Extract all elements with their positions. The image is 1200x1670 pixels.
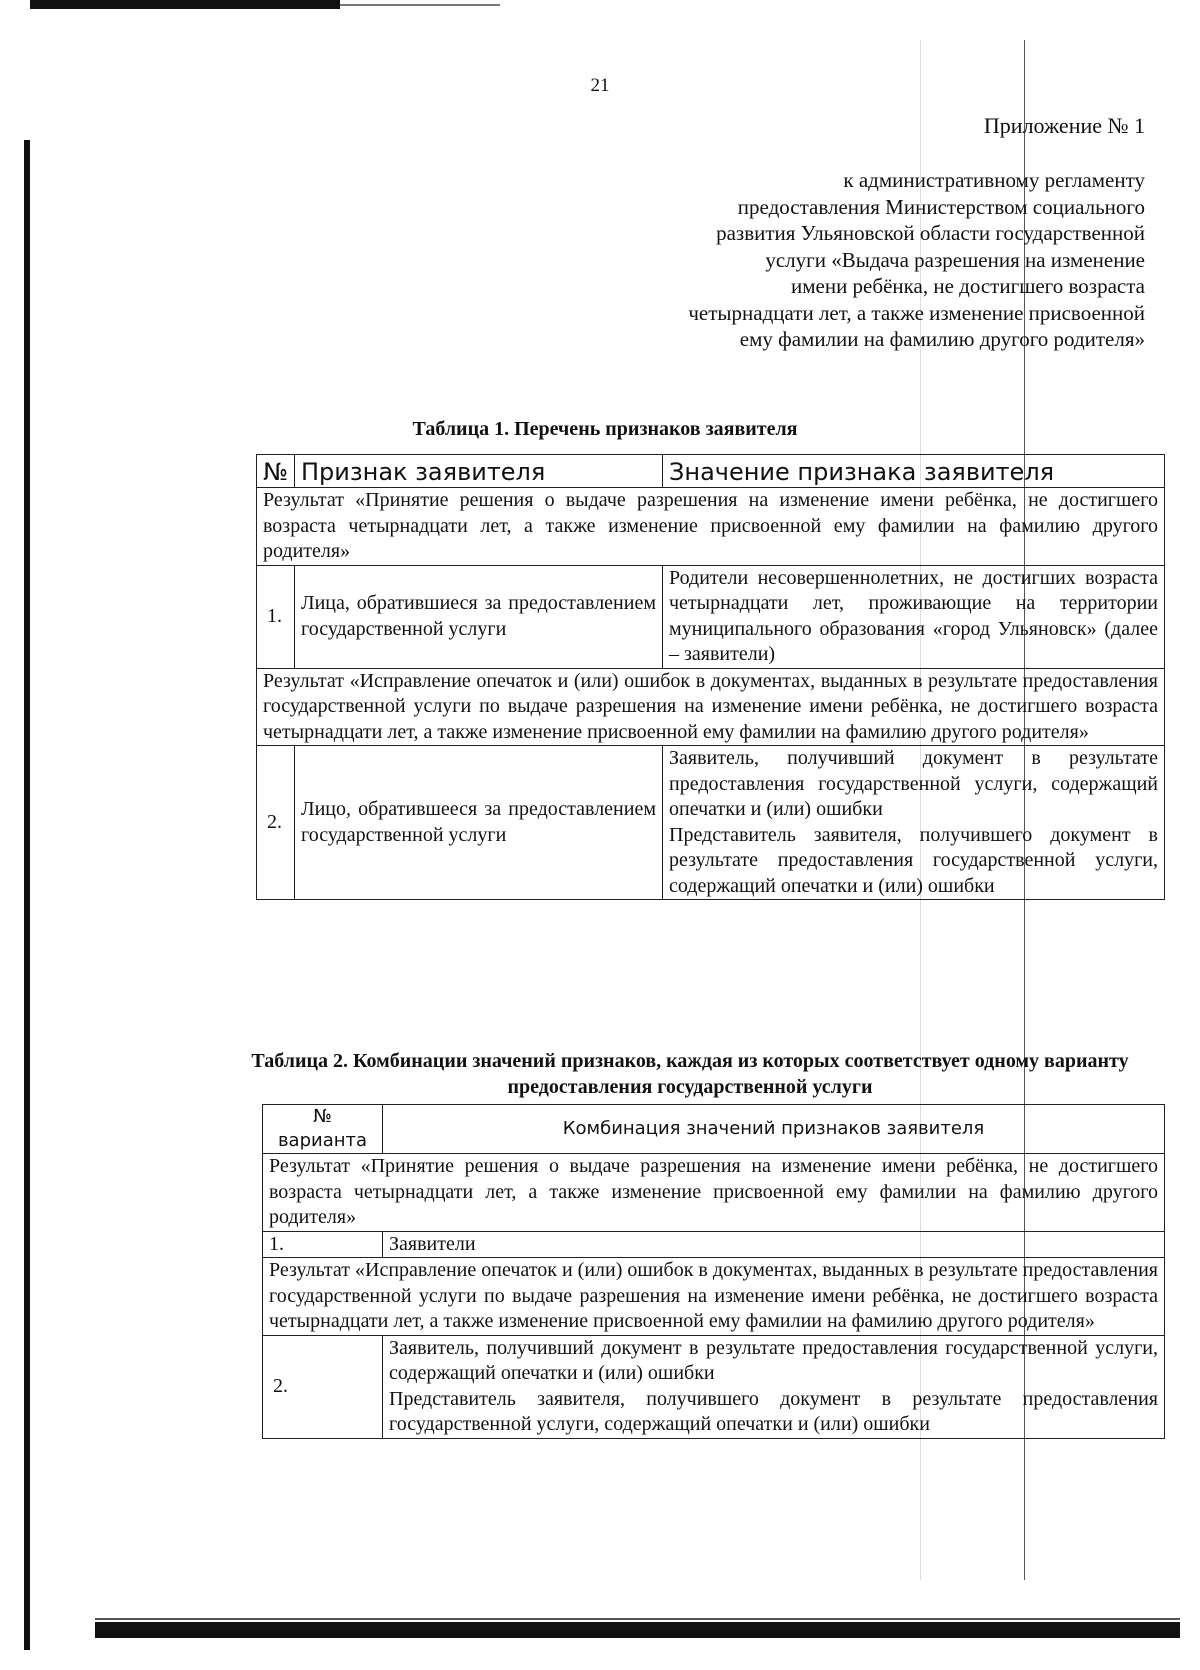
row-sign-value: Представитель заявителя, получившего документ в результате предоставления государственной услуги, содержащий опечатки и (или) ошибки — [669, 823, 1158, 897]
annex-line: имени ребёнка, не достигшего возраста — [790, 274, 1145, 298]
table-row — [257, 565, 1165, 668]
annex-line: услуги «Выдача разрешения на изменение — [765, 247, 1145, 272]
result-text: Результат «Исправление опечаток и (или) ошибок в документах, выданных в результате предоставления государственной услуги по выдаче разрешения на изменение имени ребёнка, не достигшего возраста четырнадцати лет, а также изменение присвоенной ему фамилии на фамилию другого родителя» — [263, 1258, 1165, 1336]
table-row — [257, 746, 1165, 900]
row-number: 2. — [257, 746, 295, 900]
table-header-row — [263, 1105, 1165, 1154]
table2-caption: Таблица 2. Комбинации значений признаков, каждая из которых соответствует одному варианту предоставления государственной услуги — [251, 1050, 1129, 1098]
row-number: 2. — [263, 1335, 383, 1438]
row-sign: Лица, обратившиеся за предоставлением государственной услуги — [295, 565, 663, 668]
scan-edge-top — [30, 0, 340, 9]
row-sign: Лицо, обратившееся за предоставлением государственной услуги — [295, 746, 663, 900]
table-result-row — [257, 488, 1165, 566]
header-combination: Комбинация значений признаков заявителя — [383, 1105, 1165, 1154]
row-combination-cell — [383, 1335, 1165, 1438]
annex-line: ему фамилии на фамилию другого родителя» — [739, 327, 1145, 351]
row-combination: Заявители — [383, 1231, 1165, 1258]
table-result-row — [263, 1154, 1165, 1232]
row-combination: Заявитель, получивший документ в результате предоставления государственной услуги, содержащий опечатки и (или) ошибки — [389, 1336, 1158, 1384]
table-variant-combinations — [262, 1104, 1165, 1439]
scan-edge-bottom-thin — [95, 1618, 1180, 1620]
header-sign: Признак заявителя — [295, 455, 663, 488]
annex-line: предоставления Министерством социального — [737, 194, 1145, 219]
table1-caption: Таблица 1. Перечень признаков заявителя — [412, 418, 798, 440]
result-text: Результат «Исправление опечаток и (или) ошибок в документах, выданных в результате предоставления государственной услуги по выдаче разрешения на изменение имени ребёнка, не достигшего возраста четырнадцати лет, а также изменение присвоенной ему фамилии на фамилию другого родителя» — [257, 668, 1165, 746]
table-row — [263, 1335, 1165, 1438]
scan-edge-bottom — [95, 1622, 1180, 1638]
header-sign-value: Значение признака заявителя — [663, 455, 1165, 488]
header-variant-number: № варианта — [263, 1105, 383, 1154]
scan-edge-left — [24, 140, 30, 1650]
annex-subtitle — [688, 167, 1145, 353]
row-sign-value: Заявитель, получивший документ в результате предоставления государственной услуги, содержащий опечатки и (или) ошибки — [669, 747, 1158, 820]
table-applicant-signs — [256, 454, 1165, 900]
table-result-row — [257, 668, 1165, 746]
page-number: 21 — [590, 75, 610, 96]
scan-edge-top-thin — [340, 4, 500, 6]
row-number: 1. — [263, 1231, 383, 1258]
row-combination: Представитель заявителя, получившего документ в результате предоставления государственной услуги, содержащий опечатки и (или) ошибки — [389, 1387, 1158, 1435]
annex-title: Приложение № 1 — [983, 113, 1145, 138]
row-sign-value: Родители несовершеннолетних, не достигших возраста четырнадцати лет, проживающие на территории муниципального образования «город Ульяновск» (далее – заявители) — [663, 565, 1165, 668]
header-number: № — [257, 455, 295, 488]
result-text: Результат «Принятие решения о выдаче разрешения на изменение имени ребёнка, не достигшего возраста четырнадцати лет, а также изменение присвоенной ему фамилии на фамилию другого родителя» — [257, 488, 1165, 566]
row-number: 1. — [257, 565, 295, 668]
table-header-row — [257, 455, 1165, 488]
annex-line: развития Ульяновской области государственной — [716, 221, 1145, 245]
annex-line: к административному регламенту — [843, 168, 1145, 192]
result-text: Результат «Принятие решения о выдаче разрешения на изменение имени ребёнка, не достигшего возраста четырнадцати лет, а также изменение присвоенной ему фамилии на фамилию другого родителя» — [263, 1154, 1165, 1232]
table-row — [263, 1231, 1165, 1258]
annex-line: четырнадцати лет, а также изменение присвоенной — [688, 300, 1145, 325]
table-result-row — [263, 1258, 1165, 1336]
row-sign-value-cell — [663, 746, 1165, 900]
